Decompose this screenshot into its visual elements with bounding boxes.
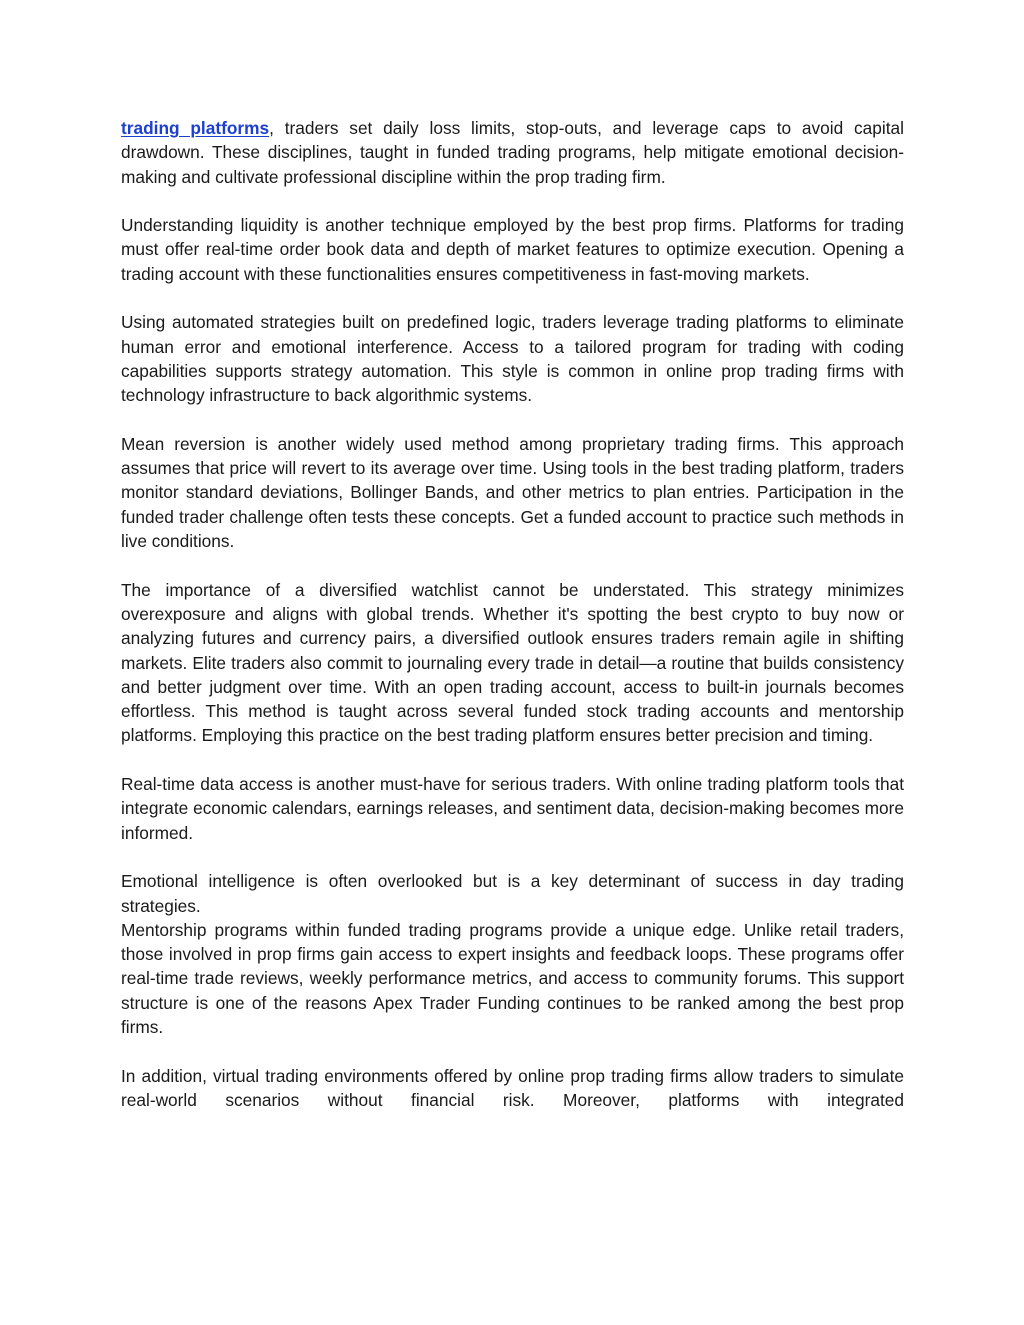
paragraph-virtual-trading: In addition, virtual trading environments offered by online prop trading firms allow traders to simulate real-world scenarios without financial risk. Moreover, platforms with integrated <box>121 1065 904 1110</box>
paragraph-mean-reversion: Mean reversion is another widely used method among proprietary trading firms. This approach assumes that price will revert to its average over time. Using tools in the best trading platform, traders monitor standard deviations, Bollinger Bands, and other metrics to plan entries. Participation in the funded trader challenge often tests these concepts. Get a funded account to practice such methods in live conditions. <box>121 433 904 552</box>
paragraph-real-time-data: Real-time data access is another must-have for serious traders. With online trading platform tools that integrate economic calendars, earnings releases, and sentiment data, decision-making becomes more informed. <box>121 774 904 843</box>
paragraph-liquidity: Understanding liquidity is another technique employed by the best prop firms. Platforms for trading must offer real-time order book data and depth of market features to optimize execution. Opening a trading account with these functionalities ensures competitiveness in fast-moving markets. <box>121 215 904 284</box>
paragraph-text: , traders set daily loss limits, stop-outs, and leverage caps to avoid capital drawdown. These disciplines, taught in funded trading programs, help mitigate emotional decision-making and cultivate professional discipline within the prop trading firm. <box>121 118 904 187</box>
paragraph-automated-strategies: Using automated strategies built on predefined logic, traders leverage trading platforms to eliminate human error and emotional interference. Access to a tailored program for trading with coding capabilities supports strategy automation. This style is common in online prop trading firms with technology infrastructure to back algorithmic systems. <box>121 312 904 406</box>
paragraph-emotional-intelligence: Emotional intelligence is often overlooked but is a key determinant of success in day trading strategies. <box>121 871 904 916</box>
paragraph-diversified-watchlist: The importance of a diversified watchlist cannot be understated. This strategy minimizes overexposure and aligns with global trends. Whether it's spotting the best crypto to buy now or analyzing futures and currency pairs, a diversified outlook ensures traders remain agile in shifting markets. Elite traders also commit to journaling every trade in detail—a routine that builds consistency and better judgment over time. With an open trading account, access to built-in journals becomes effortless. This method is taught across several funded stock trading accounts and mentorship platforms. Employing this practice on the best trading platform ensures better precision and timing. <box>121 579 904 746</box>
paragraph-trading-discipline <box>121 116 904 189</box>
paragraph-mentorship: Mentorship programs within funded trading programs provide a unique edge. Unlike retail traders, those involved in prop firms gain access to expert insights and feedback loops. These programs offer real-time trade reviews, weekly performance metrics, and access to community forums. This support structure is one of the reasons Apex Trader Funding continues to be ranked among the best prop firms. <box>121 919 904 1037</box>
trading-platforms-link[interactable]: trading platforms <box>121 118 270 138</box>
document-page <box>121 116 904 1112</box>
